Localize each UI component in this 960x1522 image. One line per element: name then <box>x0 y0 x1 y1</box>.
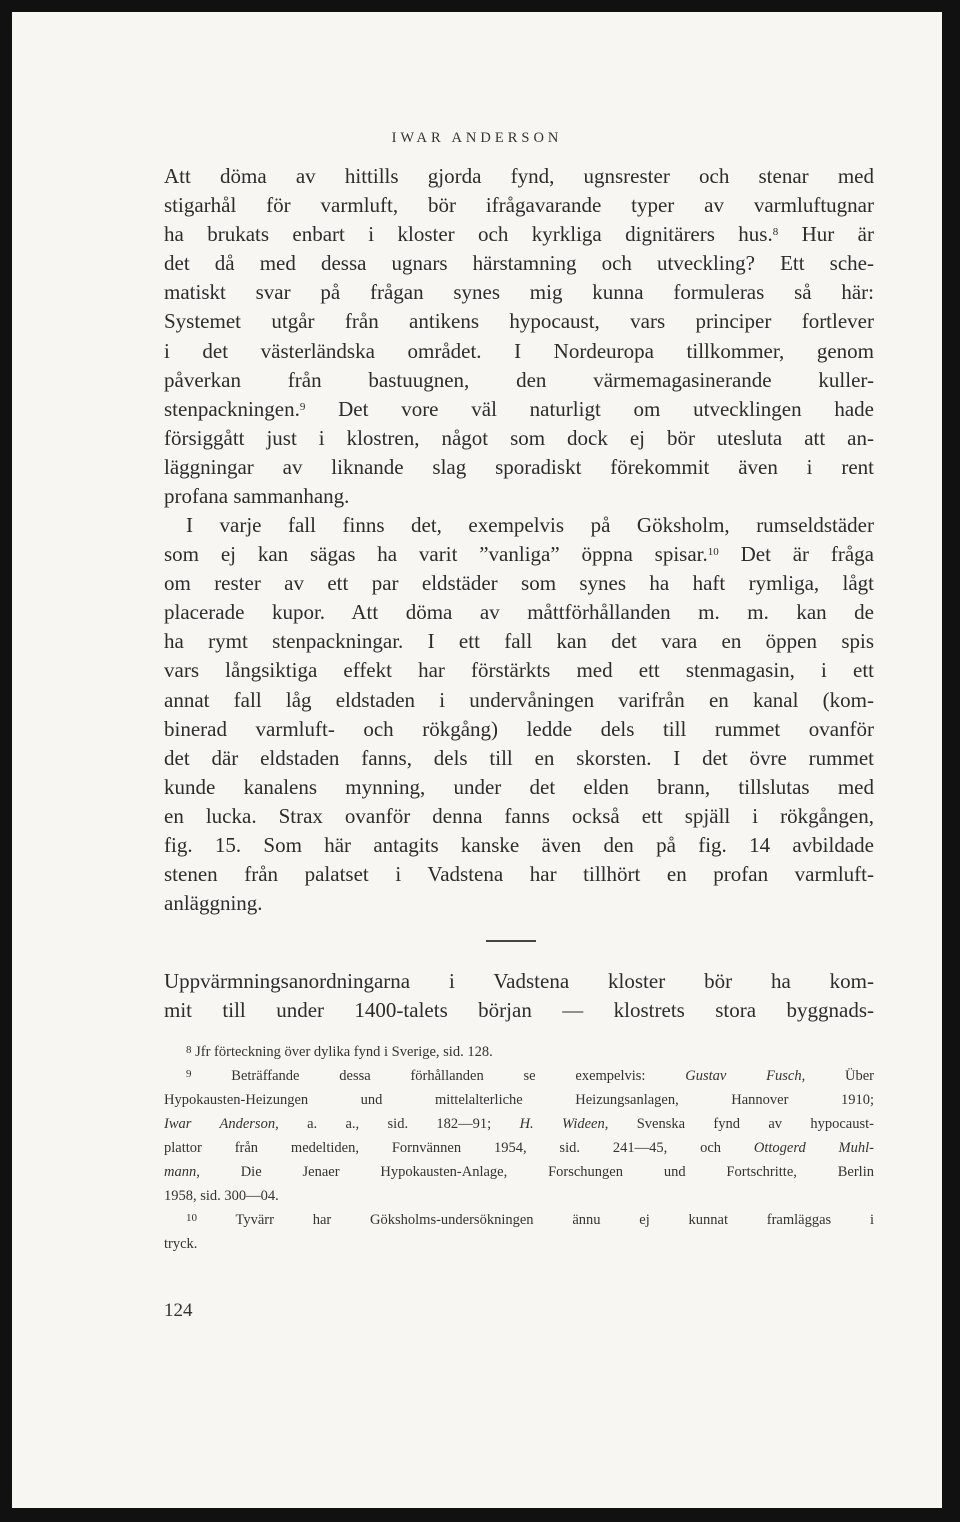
text-line: I varje fall finns det, exempelvis på Göksholm, rumseldstäder <box>186 513 874 537</box>
author-name: Gustav Fusch, <box>685 1068 806 1084</box>
text-line: läggningar av liknande slag sporadiskt förekommit även i rent <box>164 454 874 479</box>
footnote-text: Die Jenaer Hypokausten-Anlage, Forschungen und Fortschritte, Berlin <box>199 1164 874 1180</box>
text-line: profana sammanhang. <box>164 484 350 509</box>
author-name: Ottogerd Muhl- <box>753 1140 874 1156</box>
footnote-text: Jfr förteckning över dylika fynd i Sverige, sid. 128. <box>195 1044 493 1060</box>
footnote-line <box>164 1112 874 1136</box>
footnote-line <box>164 1160 874 1184</box>
text-run: Det är fråga <box>718 542 874 567</box>
text-line: i det västerländska området. I Nordeuropa tillkommer, genom <box>164 338 874 363</box>
footnote-ref-8: 8 <box>772 226 779 239</box>
footnote-text: Über <box>805 1068 874 1084</box>
page-number: 124 <box>164 1300 193 1321</box>
text-line: Att döma av hittills gjorda fynd, ugnsrester och stenar med <box>164 164 874 188</box>
text-line: placerade kupor. Att döma av måttförhållanden m. m. kan de <box>164 600 874 625</box>
text-line: anläggning. <box>164 891 263 916</box>
footnote-text: Tyvärr har Göksholms-undersökningen ännu ej kunnat framläggas i <box>235 1212 874 1228</box>
author-name: H. Wideen, <box>519 1116 609 1132</box>
text-line: påverkan från bastuugnen, den värmemagasinerande kuller- <box>164 367 874 392</box>
text-line: kunde kanalens mynning, under det elden brann, tillslutas med <box>164 774 874 799</box>
text-run: ha brukats enbart i kloster och kyrkliga dignitärers hus. <box>164 222 773 247</box>
footnote-ref-10: 10 <box>707 546 719 559</box>
footnote-10 <box>164 1208 874 1232</box>
text-run: Det vore väl naturligt om utvecklingen hade <box>305 396 874 421</box>
footnote-line: tryck. <box>164 1236 198 1252</box>
text-line: fig. 15. Som här antagits kanske även den på fig. 14 avbildade <box>164 833 874 858</box>
footnote-line: Hypokausten-Heizungen und mittelalterliche Heizungsanlagen, Hannover 1910; <box>164 1092 874 1108</box>
text-line: det där eldstaden fanns, dels till en skorsten. I det övre rummet <box>164 745 874 770</box>
footnote-text: Svenska fynd av hypocaust- <box>608 1116 874 1132</box>
text-line: en lucka. Strax ovanför denna fanns också ett spjäll i rökgången, <box>164 803 874 828</box>
running-head: IWAR ANDERSON <box>391 130 563 146</box>
text-line: det då med dessa ugnars härstamning och utveckling? Ett sche- <box>164 251 874 276</box>
body-paragraph-1 <box>164 162 874 511</box>
text-run: som ej kan sägas ha varit ”vanliga” öppna spisar. <box>164 542 708 567</box>
body-paragraph-3 <box>164 967 874 1025</box>
text-line <box>164 540 874 569</box>
text-line <box>164 395 874 424</box>
text-line <box>164 220 874 249</box>
footnote-mark: 8 <box>186 1044 192 1056</box>
footnote-mark: 9 <box>186 1068 192 1080</box>
text-line: om rester av ett par eldstäder som synes ha haft rymliga, lågt <box>164 571 874 596</box>
text-run: stenpackningen. <box>164 396 300 421</box>
footnote-text: a. a., sid. 182—91; <box>278 1116 520 1132</box>
text-line: ha rymt stenpackningar. I ett fall kan det vara en öppen spis <box>164 629 874 654</box>
text-run: Hur är <box>778 222 874 247</box>
footnote-text: Beträffande dessa förhållanden se exempelvis: <box>231 1068 686 1084</box>
text-line: Systemet utgår från antikens hypocaust, vars principer fortlever <box>164 309 874 334</box>
text-line: Uppvärmningsanordningarna i Vadstena kloster bör ha kom- <box>164 969 874 993</box>
author-name: Iwar Anderson, <box>164 1116 279 1132</box>
footnote-8 <box>164 1040 874 1064</box>
footnote-line <box>164 1136 874 1160</box>
footnote-mark: 10 <box>186 1212 197 1224</box>
text-line: stigarhål för varmluft, bör ifrågavarande typer av varmluftugnar <box>164 193 874 218</box>
text-line: mit till under 1400-talets början — klostrets stora byggnads- <box>164 998 874 1023</box>
body-paragraph-2 <box>164 511 874 918</box>
footnote-text: plattor från medeltiden, Fornvännen 1954, sid. 241—45, och <box>164 1140 754 1156</box>
author-name: mann, <box>164 1164 200 1180</box>
text-line: matiskt svar på frågan synes mig kunna formuleras så här: <box>164 280 874 305</box>
footnotes <box>164 1040 874 1256</box>
book-page <box>12 12 942 1508</box>
footnote-9 <box>164 1064 874 1088</box>
text-line: försiggått just i klostren, något som dock ej bör utesluta att an- <box>164 425 874 450</box>
footnote-ref-9: 9 <box>299 400 306 413</box>
text-line: stenen från palatset i Vadstena har tillhört en profan varmluft- <box>164 862 874 887</box>
text-line: vars långsiktiga effekt har förstärkts med ett stenmagasin, i ett <box>164 658 874 683</box>
text-line: annat fall låg eldstaden i undervåningen varifrån en kanal (kom- <box>164 687 874 712</box>
footnote-line: 1958, sid. 300—04. <box>164 1188 279 1204</box>
text-line: binerad varmluft- och rökgång) ledde dels till rummet ovanför <box>164 716 874 741</box>
section-divider <box>486 940 536 942</box>
